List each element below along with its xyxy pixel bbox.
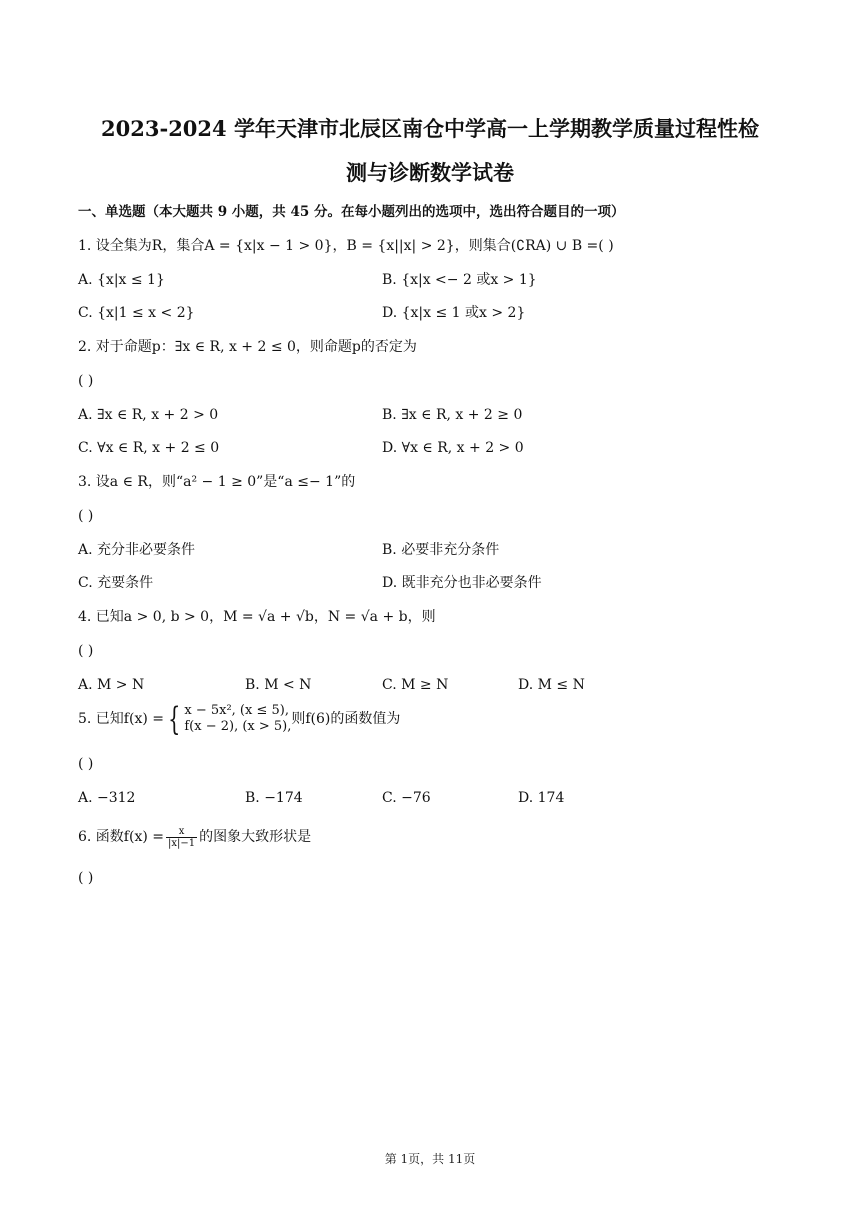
fraction-denominator: |x|−1 <box>168 837 196 849</box>
question-5-stem <box>78 702 400 736</box>
section-heading: 一、单选题（本大题共 9 小题，共 45 分。在每小题列出的选项中，选出符合题目的一项） <box>78 204 625 220</box>
question-4-option-b: B. M < N <box>245 677 312 693</box>
exam-title-line2: 测与诊断数学试卷 <box>346 160 514 185</box>
question-1-option-a: A. {x|x ≤ 1} <box>78 272 165 288</box>
question-6-stem-prefix: 6. 函数f(x) = <box>78 829 164 845</box>
question-5-stem-suffix: 则f(6)的函数值为 <box>291 711 401 727</box>
left-brace: { <box>168 700 181 738</box>
question-1-stem: 1. 设全集为R，集合A = {x|x − 1 > 0}，B = {x||x| > 2}，则集合(∁RA) ∪ B =( ) <box>78 238 614 254</box>
question-6-answer-paren: ( ) <box>78 870 94 886</box>
question-4-option-a: A. M > N <box>78 677 145 693</box>
question-2-stem: 2. 对于命题p：∃x ∈ R, x + 2 ≤ 0，则命题p的否定为 <box>78 339 417 355</box>
question-1-option-d: D. {x|x ≤ 1 或x > 2} <box>382 305 526 321</box>
question-2-option-a: A. ∃x ∈ R, x + 2 > 0 <box>78 407 219 423</box>
exam-title-line1: 2023-2024 学年天津市北辰区南仓中学高一上学期教学质量过程性检 <box>101 116 759 141</box>
question-5-stem-prefix: 5. 已知f(x) = <box>78 711 164 727</box>
question-3-option-a: A. 充分非必要条件 <box>78 542 196 558</box>
question-2-answer-paren: ( ) <box>78 373 94 389</box>
question-4-stem: 4. 已知a > 0, b > 0，M = √a + √b，N = √a + b，则 <box>78 609 436 625</box>
question-3-answer-paren: ( ) <box>78 508 94 524</box>
page-footer: 第 1页，共 11页 <box>384 1152 476 1166</box>
question-5-option-d: D. 174 <box>518 790 565 806</box>
question-3-option-c: C. 充要条件 <box>78 575 154 591</box>
piecewise-case-2: f(x − 2), (x > 5), <box>184 719 292 734</box>
question-4-option-c: C. M ≥ N <box>382 677 449 693</box>
piecewise-function <box>164 700 292 738</box>
question-4-answer-paren: ( ) <box>78 643 94 659</box>
question-5-option-b: B. −174 <box>245 790 303 806</box>
question-2-option-b: B. ∃x ∈ R, x + 2 ≥ 0 <box>382 407 523 423</box>
question-2-option-c: C. ∀x ∈ R, x + 2 ≤ 0 <box>78 440 220 456</box>
question-1-option-c: C. {x|1 ≤ x < 2} <box>78 305 195 321</box>
question-6-stem-suffix: 的图象大致形状是 <box>199 829 312 845</box>
question-4-option-d: D. M ≤ N <box>518 677 585 693</box>
question-5-answer-paren: ( ) <box>78 756 94 772</box>
question-3-option-b: B. 必要非充分条件 <box>382 542 500 558</box>
question-3-option-d: D. 既非充分也非必要条件 <box>382 575 542 591</box>
fraction <box>166 826 197 849</box>
fraction-numerator: x <box>166 826 197 838</box>
question-1-option-b: B. {x|x <− 2 或x > 1} <box>382 272 537 288</box>
question-3-stem: 3. 设a ∈ R，则“a² − 1 ≥ 0”是“a ≤− 1”的 <box>78 474 356 490</box>
question-2-option-d: D. ∀x ∈ R, x + 2 > 0 <box>382 440 524 456</box>
question-5-option-c: C. −76 <box>382 790 431 806</box>
question-6-stem <box>78 822 311 852</box>
piecewise-case-1: x − 5x², (x ≤ 5), <box>184 703 289 718</box>
question-5-option-a: A. −312 <box>78 790 136 806</box>
